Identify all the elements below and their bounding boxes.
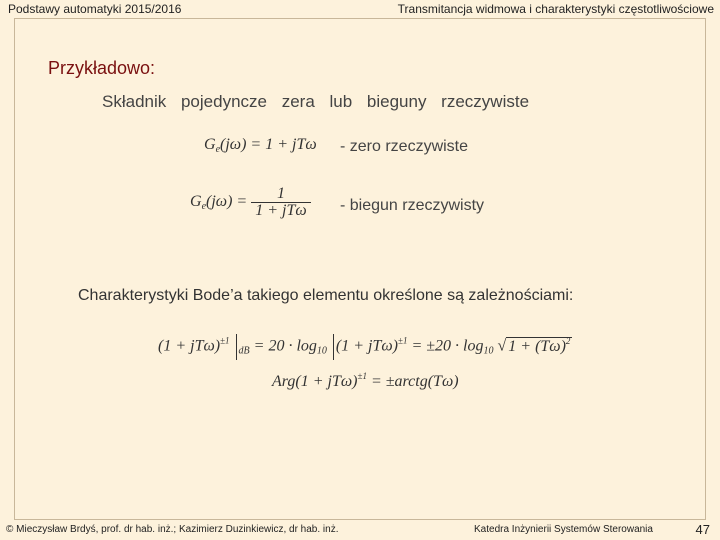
pole-fraction bbox=[251, 186, 310, 219]
pole-numerator: 1 bbox=[251, 186, 310, 203]
pole-note: - biegun rzeczywisty bbox=[340, 197, 485, 214]
mag-mid-power: ±1 bbox=[398, 335, 408, 346]
pole-denominator: 1 + jTω bbox=[255, 202, 307, 219]
slide-subtitle: Składnik pojedyncze zera lub bieguny rzeczywiste bbox=[102, 92, 530, 111]
header-course-title: Podstawy automatyki 2015/2016 bbox=[8, 2, 182, 16]
footer-authors: © Mieczysław Brdyś, prof. dr hab. inż.; Kazimierz Duzinkiewicz, dr hab. inż. bbox=[6, 524, 339, 535]
page-number: 47 bbox=[695, 522, 710, 537]
header-topic-title: Transmitancja widmowa i charakterystyki częstotliwościowe bbox=[397, 2, 714, 16]
pole-sub: e bbox=[201, 201, 207, 213]
sqrt-sign: √ bbox=[497, 337, 507, 355]
zero-sub: e bbox=[215, 144, 221, 155]
argument-formula bbox=[272, 372, 459, 390]
mag-sqrt bbox=[506, 337, 572, 355]
arg-power: ±1 bbox=[357, 371, 367, 381]
bode-title: Charakterystyki Bode’a takiego elementu określone są zależnościami: bbox=[78, 287, 574, 304]
pole-transfer-formula bbox=[190, 186, 311, 219]
magnitude-formula bbox=[158, 334, 572, 360]
mag-eq: = 20 · log bbox=[253, 337, 317, 355]
mag-mid: (1 + jTω) bbox=[335, 337, 398, 355]
pole-arg: (jω) = bbox=[206, 193, 248, 211]
arg-lhs: Arg(1 + jTω) bbox=[272, 373, 358, 390]
mag-sqrt-expr: 1 + (Tω) bbox=[508, 337, 566, 355]
mag-db-label: dB bbox=[238, 345, 250, 357]
mag-lhs: (1 + jTω) bbox=[158, 337, 221, 355]
section-title: Przykładowo: bbox=[48, 58, 156, 78]
arg-rhs: = ±arctg(Tω) bbox=[370, 373, 459, 390]
mag-log-base: 10 bbox=[316, 345, 327, 357]
pole-lhs: G bbox=[190, 193, 202, 211]
zero-rhs: (jω) = 1 + jTω bbox=[220, 136, 317, 153]
zero-lhs: G bbox=[204, 136, 216, 153]
mag-eq2: = ±20 · log bbox=[411, 337, 484, 355]
zero-note: - zero rzeczywiste bbox=[340, 138, 469, 155]
mag-abs-left bbox=[333, 334, 334, 360]
footer-department: Katedra Inżynierii Systemów Sterowania bbox=[474, 524, 653, 535]
mag-vertical-bar bbox=[236, 334, 237, 360]
mag-sqrt-power: 2 bbox=[565, 335, 571, 346]
mag-lhs-power: ±1 bbox=[220, 335, 230, 346]
zero-transfer-formula bbox=[204, 137, 317, 155]
mag-log-base2: 10 bbox=[483, 345, 494, 357]
